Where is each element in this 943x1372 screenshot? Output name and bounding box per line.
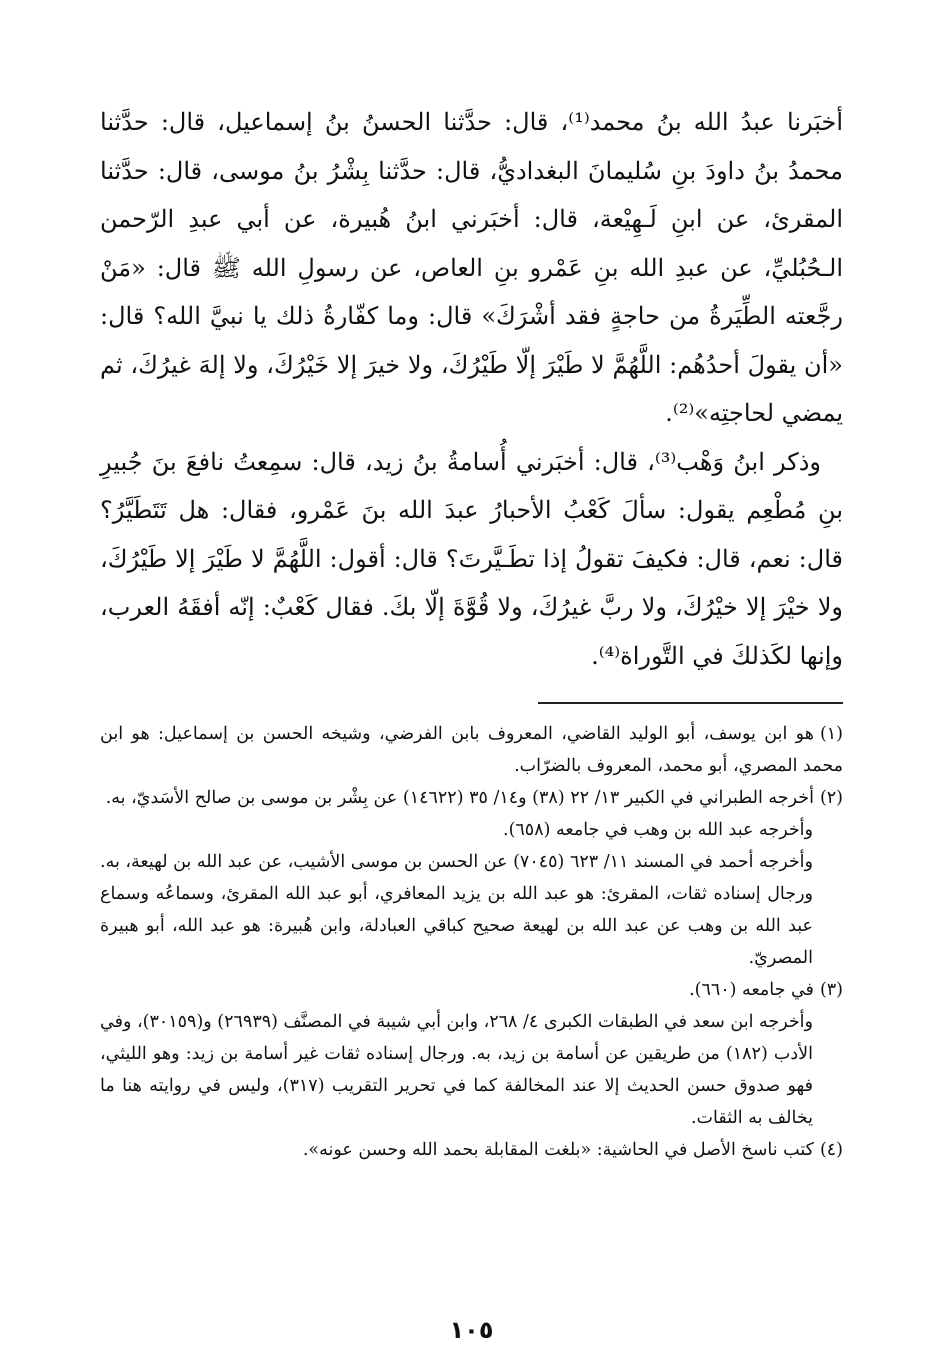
- footnote-3-continuation: [100, 1006, 843, 1134]
- footnote-4: [100, 1134, 843, 1166]
- footnote-number: (٢): [819, 788, 843, 808]
- footnote-text: وأخرجه عبد الله بن وهب في جامعه (٦٥٨).: [503, 820, 813, 840]
- footnote-2-continuation-a: [100, 814, 843, 846]
- main-text: [100, 98, 843, 680]
- footnote-1: [100, 718, 843, 782]
- footnote-text: هو ابن يوسف، أبو الوليد القاضي، المعروف بابن الفرضي، وشيخه الحسن بن إسماعيل: هو ابن محمد المصري، أبو محمد، المعروف بالضرّاب.: [100, 724, 843, 776]
- footnote-text: وأخرجه أحمد في المسند ١١/ ٦٢٣ (٧٠٤٥) عن الحسن بن موسى الأشيب، عن عبد الله بن لهيعة، به. ورجال إسناده ثقات، المقرئ: هو عبد الله بن يزيد المعافري، أبو عبد الله المقرئ، وسماعُه وسماع عبد الله بن وهب عن عبد الله بن لهيعة صحيح كباقي العبادلة، وابن هُبيرة: هو عبد الله، أبو هبيرة المصريّ.: [100, 852, 813, 968]
- footnote-number: (٣): [819, 980, 843, 1000]
- footnote-text: في جامعه (٦٦٠).: [689, 980, 814, 1000]
- paragraph-1: أخبَرنا عبدُ الله بنُ محمد⁽¹⁾، قال: حدَّثنا الحسنُ بنُ إسماعيل، قال: حدَّثنا محمدُ بنُ داودَ بنِ سُليمانَ البغداديُّ، قال: حدَّثنا بِشْرُ بنُ موسى، قال: حدَّثنا المقرئ، عن ابنِ لَـهِيْعة، قال: أخبَرني ابنُ هُبيرة، عن أبي عبدِ الرّحمن الـحُبُليِّ، عن عبدِ الله بنِ عَمْرو بنِ العاص، عن رسولِ الله ﷺ قال: «مَنْ رجَّعته الطِّيَرةُ من حاجةٍ فقد أشْرَكَ» قال: وما كفّارةُ ذلك يا نبيَّ الله؟ قال: «أن يقولَ أحدُهُم: اللَّهُمَّ لا طَيْرَ إلّا طَيْرُكَ، ولا خيرَ إلا خَيْرُكَ، ولا إلهَ غيرُكَ، ثم يمضي لحاجتِه»⁽²⁾.: [100, 108, 843, 427]
- book-page: [100, 98, 843, 1332]
- footnote-text: أخرجه الطبراني في الكبير ١٣/ ٢٢ (٣٨) و١٤/ ٣٥ (١٤٦٢٢) عن بِشْر بن موسى بن صالح الأسَديّ، به.: [105, 788, 814, 808]
- footnote-number: (٤): [819, 1140, 843, 1160]
- paragraph-2: وذكر ابنُ وَهْب⁽³⁾، قال: أخبَرني أُسامةُ بنُ زيد، قال: سمِعتُ نافعَ بنَ جُبيرِ بنِ مُطْعِم يقول: سألَ كَعْبُ الأحبارُ عبدَ الله بنَ عَمْرو، فقال: هل تَتَطَيَّرُ؟ قال: نعم، قال: فكيفَ تقولُ إذا تطَـيَّرتَ؟ قال: أقول: اللَّهُمَّ لا طَيْرَ إلا طَيْرُكَ، ولا خيْرَ إلا خيْرُكَ، ولا ربَّ غيرُكَ، ولا قُوَّةَ إلّا بكَ. فقال كَعْبٌ: إنّه أفقَهُ العرب، وإنها لكَذلكَ في التَّوراة⁽⁴⁾.: [100, 447, 843, 670]
- footnote-separator: [538, 702, 843, 704]
- footnote-text: كتب ناسخ الأصل في الحاشية: «بلغت المقابلة بحمد الله وحسن عونه».: [302, 1140, 814, 1160]
- footnotes: [100, 718, 843, 1166]
- footnote-2-continuation-b: [100, 846, 843, 974]
- footnote-text: وأخرجه ابن سعد في الطبقات الكبرى ٤/ ٢٦٨، وابن أبي شيبة في المصنَّف (٢٦٩٣٩) و(٣٠١٥٩)، وفي الأدب (١٨٢) من طريقين عن أسامة بن زيد، به. ورجال إسناده ثقات غير أسامة بن زيد: وهو الليثي، فهو صدوق حسن الحديث إلا عند المخالفة كما في تحرير التقريب (٣١٧)، وليس في روايته هنا ما يخالف به الثقات.: [100, 1012, 813, 1128]
- footnote-3: [100, 974, 843, 1006]
- footnote-number: (١): [819, 724, 843, 744]
- page-number: ١٠٥: [449, 1316, 494, 1344]
- footnote-2: [100, 782, 843, 814]
